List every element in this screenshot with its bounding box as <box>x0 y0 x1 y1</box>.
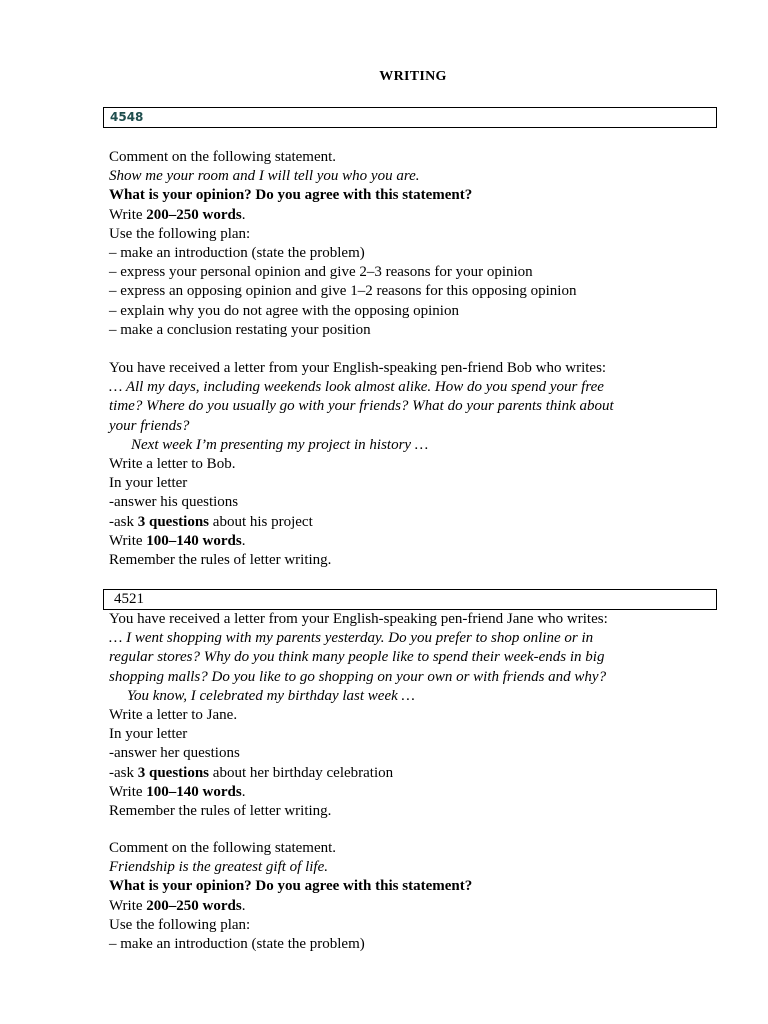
ask-label: -ask <box>109 513 138 530</box>
letter-task <box>109 359 729 570</box>
essay-question: What is your opinion? Do you agree with this statement? <box>109 187 473 204</box>
ask-instruction <box>109 513 729 532</box>
word-count: 100–140 words <box>146 532 242 549</box>
period: . <box>241 206 246 223</box>
ask-instruction <box>109 764 729 783</box>
word-count: 100–140 words <box>146 783 242 800</box>
answer-instruction: -answer his questions <box>109 494 239 511</box>
letter-excerpt-line: shopping malls? Do you like to go shopping on your own or with friends and why? <box>109 668 607 685</box>
question-count: 3 questions <box>137 764 210 781</box>
task-intro: You have received a letter from your English-speaking pen-friend Bob who writes: <box>109 360 607 376</box>
write-to: Write a letter to Bob. <box>109 455 236 472</box>
page-title: WRITING <box>379 69 447 84</box>
plan-item: – express your personal opinion and give 2–3 reasons for your opinion <box>109 264 533 281</box>
question-count: 3 questions <box>137 513 210 530</box>
write-label: Write <box>109 532 147 549</box>
write-label: Write <box>109 783 147 800</box>
task-intro: You have received a letter from your English-speaking pen-friend Jane who writes: <box>109 611 608 627</box>
remember-rules: Remember the rules of letter writing. <box>109 551 332 568</box>
essay-task <box>109 839 729 954</box>
letter-excerpt-line: … All my days, including weekends look almost alike. How do you spend your free <box>109 379 604 396</box>
write-label: Write <box>109 206 147 223</box>
plan-item: – make an introduction (state the problem) <box>109 244 365 261</box>
task-number-box <box>103 589 717 610</box>
period: . <box>241 532 246 549</box>
in-your-letter: In your letter <box>109 726 188 743</box>
word-requirement <box>109 783 729 802</box>
plan-item: – make a conclusion restating your position <box>109 321 371 338</box>
ask-topic: about her birthday celebration <box>209 764 394 781</box>
plan-item: – express an opposing opinion and give 1–2 reasons for this opposing opinion <box>109 283 577 300</box>
write-label: Write <box>109 897 147 914</box>
period: . <box>241 783 246 800</box>
write-to: Write a letter to Jane. <box>109 706 238 723</box>
plan-item: – make an introduction (state the problem) <box>109 935 365 952</box>
letter-excerpt-line: Next week I’m presenting my project in history … <box>131 436 429 453</box>
period: . <box>241 897 246 914</box>
task-number-box <box>103 107 717 128</box>
word-count: 200–250 words <box>146 206 242 223</box>
letter-excerpt-line: your friends? <box>109 417 190 434</box>
letter-excerpt-line: … I went shopping with my parents yesterday. Do you prefer to shop online or in <box>109 630 594 647</box>
essay-question: What is your opinion? Do you agree with this statement? <box>109 878 473 895</box>
ask-label: -ask <box>109 764 138 781</box>
word-count: 200–250 words <box>146 897 242 914</box>
task-intro: Comment on the following statement. <box>109 840 337 856</box>
ask-topic: about his project <box>209 513 313 530</box>
plan-intro: Use the following plan: <box>109 225 251 242</box>
letter-excerpt-line: time? Where do you usually go with your friends? What do your parents think about <box>109 398 614 415</box>
essay-task <box>109 148 729 340</box>
answer-instruction: -answer her questions <box>109 745 240 762</box>
word-requirement <box>109 206 729 225</box>
remember-rules: Remember the rules of letter writing. <box>109 802 332 819</box>
task-number: 4521 <box>114 591 144 607</box>
plan-intro: Use the following plan: <box>109 916 251 933</box>
letter-excerpt-line: regular stores? Why do you think many people like to spend their week-ends in big <box>109 649 605 666</box>
letter-excerpt-line: You know, I celebrated my birthday last week … <box>127 687 415 704</box>
word-requirement <box>109 897 729 916</box>
letter-task <box>109 610 729 821</box>
in-your-letter: In your letter <box>109 475 188 492</box>
plan-item: – explain why you do not agree with the opposing opinion <box>109 302 459 319</box>
task-number: 4548 <box>110 110 144 124</box>
essay-statement: Friendship is the greatest gift of life. <box>109 859 329 876</box>
task-intro: Comment on the following statement. <box>109 149 337 165</box>
word-requirement <box>109 532 729 551</box>
essay-statement: Show me your room and I will tell you who you are. <box>109 168 420 185</box>
